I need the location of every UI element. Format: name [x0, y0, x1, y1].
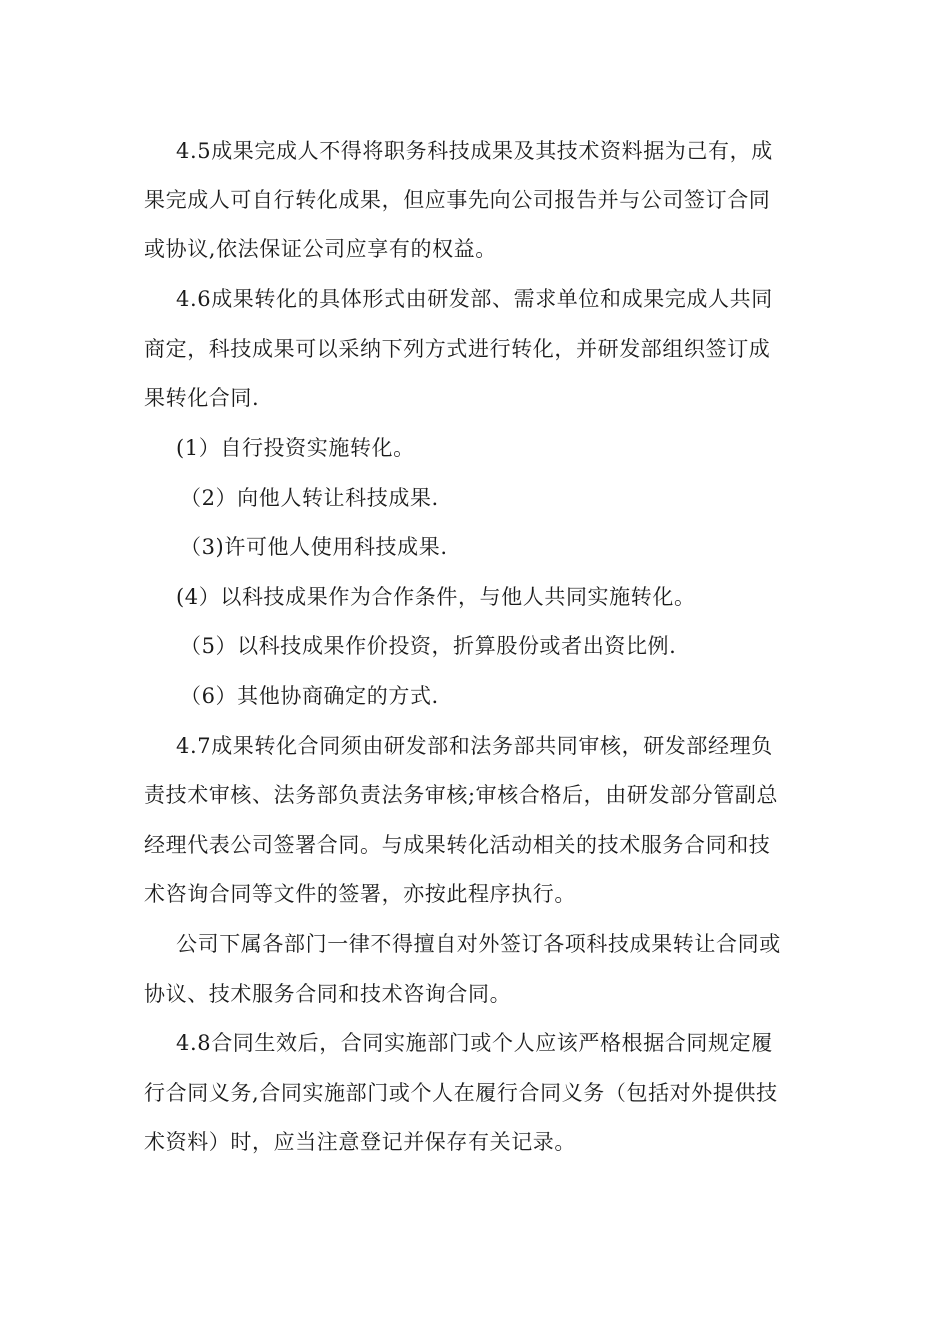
- paragraph-4-6-line-1: 4.6成果转化的具体形式由研发部、需求单位和成果完成人共同: [176, 287, 773, 311]
- paragraph-4-5-line-3: 或协议,依法保证公司应享有的权益。: [144, 237, 497, 261]
- paragraph-4-6-line-3: 果转化合同.: [144, 386, 260, 410]
- paragraph-4-7-line-2: 责技术审核、法务部负责法务审核;审核合格后，由研发部分管副总: [144, 783, 779, 807]
- paragraph-4-7-line-1: 4.7成果转化合同须由研发部和法务部共同审核，研发部经理负: [176, 734, 773, 758]
- paragraph-department-line-2: 协议、技术服务合同和技术咨询合同。: [144, 982, 512, 1006]
- list-item-5: （5）以科技成果作价投资，折算股份或者出资比例.: [180, 634, 677, 658]
- paragraph-4-8-line-3: 术资料）时，应当注意登记并保存有关记录。: [144, 1130, 576, 1154]
- paragraph-department-line-1: 公司下属各部门一律不得擅自对外签订各项科技成果转让合同或: [176, 932, 781, 956]
- list-item-4: (4）以科技成果作为合作条件，与他人共同实施转化。: [176, 585, 696, 609]
- paragraph-4-5-line-2: 果完成人可自行转化成果，但应事先向公司报告并与公司签订合同: [144, 188, 771, 212]
- paragraph-4-8-line-2: 行合同义务,合同实施部门或个人在履行合同义务（包括对外提供技: [144, 1081, 778, 1105]
- list-item-6: （6）其他协商确定的方式.: [180, 684, 439, 708]
- paragraph-4-7-line-3: 经理代表公司签署合同。与成果转化活动相关的技术服务合同和技: [144, 833, 771, 857]
- paragraph-4-8-line-1: 4.8合同生效后，合同实施部门或个人应该严格根据合同规定履: [176, 1031, 773, 1055]
- list-item-1: (1）自行投资实施转化。: [176, 436, 415, 460]
- paragraph-4-7-line-4: 术咨询合同等文件的签署，亦按此程序执行。: [144, 882, 576, 906]
- list-item-2: （2）向他人转让科技成果.: [180, 486, 439, 510]
- paragraph-4-5-line-1: 4.5成果完成人不得将职务科技成果及其技术资料据为己有，成: [176, 139, 773, 163]
- paragraph-4-6-line-2: 商定，科技成果可以采纳下列方式进行转化，并研发部组织签订成: [144, 337, 771, 361]
- list-item-3: （3)许可他人使用科技成果.: [180, 535, 448, 559]
